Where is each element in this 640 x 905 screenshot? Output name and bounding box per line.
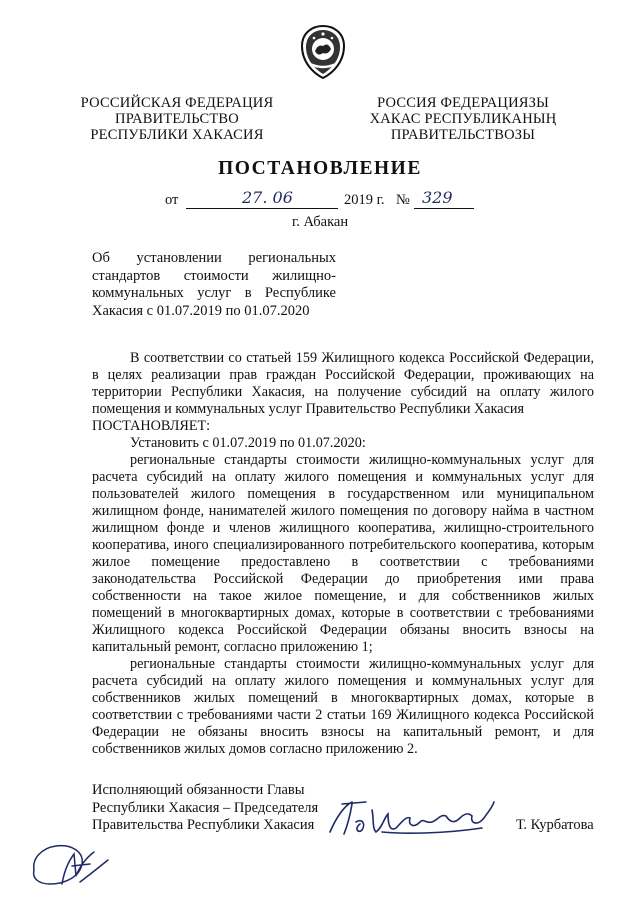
subject-line: коммунальных услуг в Республике xyxy=(92,285,336,301)
header-left-line: ПРАВИТЕЛЬСТВО xyxy=(115,111,239,127)
establish-paragraph: Установить с 01.07.2019 по 01.07.2020: xyxy=(130,435,366,451)
year-label: 2019 г. xyxy=(344,192,385,208)
number-underline xyxy=(414,208,474,209)
date-number-line xyxy=(0,188,640,212)
subject-line: стандартов стоимости жилищно- xyxy=(92,267,336,284)
handwritten-initials xyxy=(28,836,114,894)
header-left-line: РОССИЙСКАЯ ФЕДЕРАЦИЯ xyxy=(80,95,274,111)
header-left-line: РЕСПУБЛИКИ ХАКАСИЯ xyxy=(90,127,264,143)
date-from-label: от xyxy=(165,192,179,208)
header-right-line: ПРАВИТЕЛЬСТВОЗЫ xyxy=(390,127,536,143)
handwritten-signature xyxy=(322,788,502,844)
coat-of-arms-emblem xyxy=(298,24,348,80)
signatory-line: Исполняющий обязанности Главы xyxy=(92,782,305,798)
subject-line: Об установлении региональных xyxy=(92,250,336,266)
signatory-line: Правительства Республики Хакасия xyxy=(92,817,315,833)
signatory-name: Т. Курбатова xyxy=(516,817,594,833)
header-right-line: РОССИЯ ФЕДЕРАЦИЯЗЫ xyxy=(377,95,549,111)
resolves-label: ПОСТАНОВЛЯЕТ: xyxy=(92,418,211,434)
number-label: № xyxy=(396,192,410,208)
city-label: г. Абакан xyxy=(292,214,349,230)
handwritten-date: 27. 06 xyxy=(242,188,293,207)
handwritten-number: 329 xyxy=(422,188,453,207)
item-paragraph-1: региональные стандарты стоимости жилищно-коммунальных услуг для расчета субсидий на оплату жилого помещения и коммунальных услуг для пользователей жилого помещения в государственном или муниципальном жилищном фонде, нанимателей жилого помещения по договору найма в частном жилищном фонде и членов жилищного кооператива, жилищно-строительного кооператива, иного специализированного потребительского кооператива, которым жилое помещение предоставлено в соответствии с требованиями законодательства Российской Федерации до приобретения ими права собственности на такое жилое помещение, и для собственников жилых помещений в многоквартирных домах, которые в соответствии с требованиями Жилищного кодекса Российской Федерации обязаны вносить взносы на капитальный ремонт, согласно приложению 1; xyxy=(92,452,594,655)
document-body xyxy=(92,350,594,758)
signatory-title xyxy=(92,782,318,835)
document-subject xyxy=(92,250,336,320)
header-right-line: ХАКАС РЕСПУБЛИКАНЫҢ xyxy=(369,111,557,127)
header-left-block xyxy=(72,95,282,143)
subject-line: Хакасия с 01.07.2019 по 01.07.2020 xyxy=(92,302,310,319)
preamble-paragraph: В соответствии со статьей 159 Жилищного кодекса Российской Федерации, в целях реализации прав граждан Российской Федерации, проживающих на территории Республики Хакасия, на получение субсидий на оплату жилого помещения и коммунальных услуг Правительство Республики Хакасия xyxy=(92,350,594,417)
header-right-block xyxy=(358,95,568,143)
item-paragraph-2: региональные стандарты стоимости жилищно-коммунальных услуг для расчета субсидий на оплату жилого помещения и коммунальных услуг для собственников жилых помещений в многоквартирных домах, которые в соответствии с требованиями части 2 статьи 169 Жилищного кодекса Российской Федерации не обязаны вносить взносы на капитальный ремонт, и для собственников жилых домов согласно приложению 2. xyxy=(92,656,594,757)
document-title: ПОСТАНОВЛЕНИЕ xyxy=(218,158,422,179)
signatory-line: Республики Хакасия – Председателя xyxy=(92,799,319,816)
date-underline xyxy=(186,208,338,209)
